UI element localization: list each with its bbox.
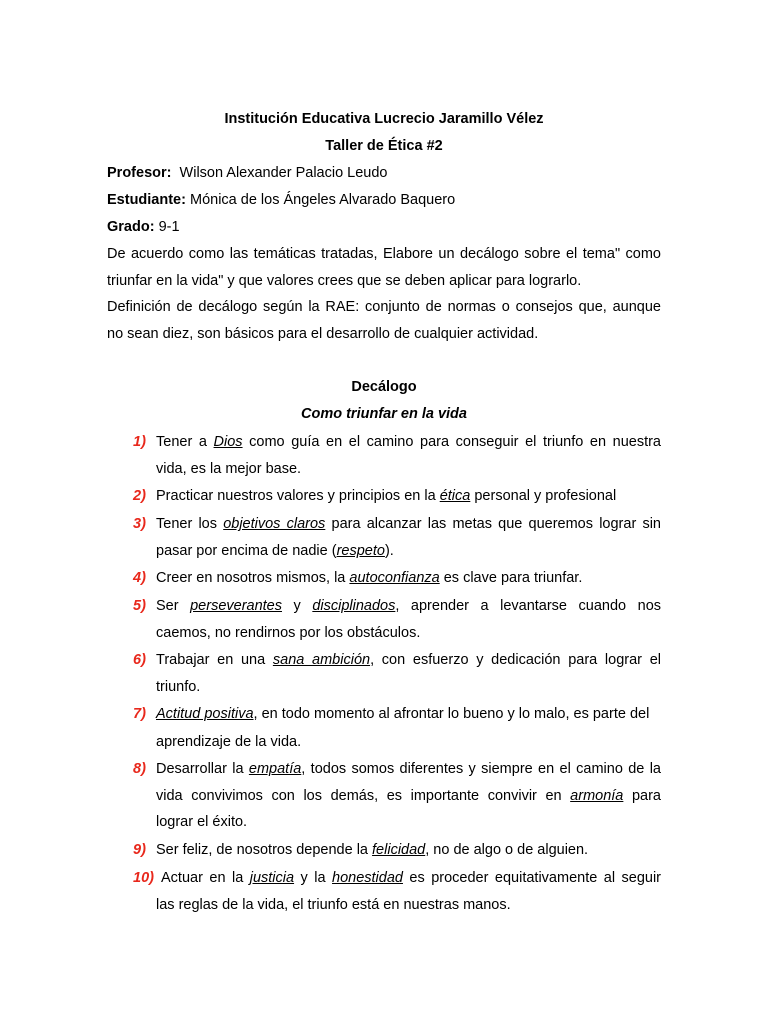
- grade-line: [107, 218, 180, 236]
- item-9-keyword: felicidad: [372, 842, 426, 858]
- item-3-text-d: ).: [384, 543, 394, 559]
- item-10-keyword-2: honestidad: [332, 870, 403, 886]
- item-3-text-a: Tener los: [156, 516, 224, 532]
- intro-line-2: triunfar en la vida" y que valores crees que se deben aplicar para lograrlo.: [107, 273, 582, 289]
- item-5-text-c: , aprender a levantarse cuando nos: [395, 598, 662, 614]
- item-6-line-1: [156, 651, 661, 669]
- item-4-keyword: autoconfianza: [349, 570, 440, 586]
- item-number-6: 6): [133, 652, 146, 668]
- item-5-text-a: Ser: [156, 598, 191, 614]
- item-10-keyword: justicia: [249, 870, 295, 886]
- student-line: [107, 191, 455, 209]
- item-6-keyword: sana ambición: [272, 652, 371, 668]
- item-number-5: 5): [133, 598, 146, 614]
- decalogue-subtitle: Como triunfar en la vida: [301, 406, 467, 422]
- teacher-value: Wilson Alexander Palacio Leudo: [179, 165, 388, 181]
- item-9-line-1: [156, 841, 661, 859]
- grade-label: Grado:: [107, 219, 155, 235]
- intro-line-4: no sean diez, son básicos para el desarrollo de cualquier actividad.: [107, 326, 539, 342]
- intro-line-3: Definición de decálogo según la RAE: conjunto de normas o consejos que, aunque: [107, 299, 661, 315]
- item-8-text-b: , todos somos diferentes y siempre en el camino de la: [301, 761, 661, 777]
- item-2-text-b: personal y profesional: [470, 488, 617, 504]
- item-number-7: 7): [133, 706, 146, 722]
- item-number-1: 1): [133, 434, 146, 450]
- student-label: Estudiante:: [107, 192, 186, 208]
- item-4-text-a: Creer en nosotros mismos, la: [156, 570, 350, 586]
- item-6-line-2: triunfo.: [156, 679, 201, 695]
- item-5-line-1: [156, 597, 661, 615]
- item-3-line-2: [156, 542, 661, 560]
- item-8-text-a: Desarrollar la: [156, 761, 249, 777]
- item-5-keyword-2: disciplinados: [312, 598, 396, 614]
- item-10-text-a: Actuar en la: [161, 870, 250, 886]
- intro-line-1: De acuerdo como las temáticas tratadas, Elabore un decálogo sobre el tema" como: [107, 246, 661, 262]
- item-8-keyword: empatía: [248, 761, 302, 777]
- item-1-keyword: Dios: [213, 434, 243, 450]
- item-number-4: 4): [133, 570, 146, 586]
- item-number-3: 3): [133, 516, 146, 532]
- item-8-keyword-2: armonía: [570, 788, 624, 804]
- item-number-8: 8): [133, 761, 146, 777]
- item-3-text-c: pasar por encima de nadie (: [156, 543, 337, 559]
- item-5-text-b: y: [282, 598, 313, 614]
- item-4-text-b: es clave para triunfar.: [439, 570, 583, 586]
- institution-title: Institución Educativa Lucrecio Jaramillo Vélez: [224, 111, 544, 127]
- teacher-label: Profesor:: [107, 165, 172, 181]
- item-2-keyword: ética: [439, 488, 471, 504]
- item-1-line-2: vida, es la mejor base.: [156, 461, 302, 477]
- item-1-line-1: [156, 433, 661, 451]
- item-10-line-1: [161, 869, 661, 887]
- item-10-line-2: las reglas de la vida, el triunfo está en nuestras manos.: [156, 897, 511, 913]
- item-8-line-2: [156, 787, 661, 805]
- item-number-10: 10): [133, 870, 154, 886]
- item-10-text-b: y la: [294, 870, 333, 886]
- item-3-keyword: objetivos claros: [223, 516, 326, 532]
- item-10-text-c: es proceder equitativamente al seguir: [402, 870, 661, 886]
- item-6-text-a: Trabajar en una: [156, 652, 273, 668]
- item-number-2: 2): [133, 488, 146, 504]
- item-2-line-1: [156, 487, 661, 505]
- item-number-9: 9): [133, 842, 146, 858]
- teacher-line: [107, 164, 388, 182]
- item-6-text-b: , con esfuerzo y dedicación para lograr el: [370, 652, 661, 668]
- item-7-line-1: [156, 705, 661, 723]
- item-7-line-2: aprendizaje de la vida.: [156, 734, 302, 750]
- item-2-text-a: Practicar nuestros valores y principios en la: [156, 488, 440, 504]
- item-9-text-a: Ser feliz, de nosotros depende la: [156, 842, 373, 858]
- item-8-text-d: para: [623, 788, 661, 804]
- student-value: Mónica de los Ángeles Alvarado Baquero: [189, 192, 456, 208]
- item-8-line-3: lograr el éxito.: [156, 814, 248, 830]
- item-3-text-b: para alcanzar las metas que queremos lograr sin: [325, 516, 661, 532]
- grade-value: 9-1: [158, 219, 180, 235]
- workshop-title: Taller de Ética #2: [325, 138, 443, 154]
- item-8-text-c: vida convivimos con los demás, es importante convivir en: [156, 788, 571, 804]
- item-4-line-1: [156, 569, 661, 587]
- item-7-keyword: Actitud positiva: [156, 706, 254, 722]
- item-5-keyword: perseverantes: [190, 598, 282, 614]
- item-9-text-b: , no de algo o de alguien.: [425, 842, 589, 858]
- item-5-line-2: caemos, no rendirnos por los obstáculos.: [156, 625, 421, 641]
- item-3-line-1: [156, 515, 661, 533]
- decalogue-title: Decálogo: [351, 379, 417, 395]
- item-7-text-b: , en todo momento al afrontar lo bueno y lo malo, es parte del: [253, 706, 650, 722]
- item-8-line-1: [156, 760, 661, 778]
- item-1-text-a: Tener a: [156, 434, 214, 450]
- item-3-keyword-2: respeto: [336, 543, 385, 559]
- item-1-text-b: como guía en el camino para conseguir el triunfo en nuestra: [242, 434, 661, 450]
